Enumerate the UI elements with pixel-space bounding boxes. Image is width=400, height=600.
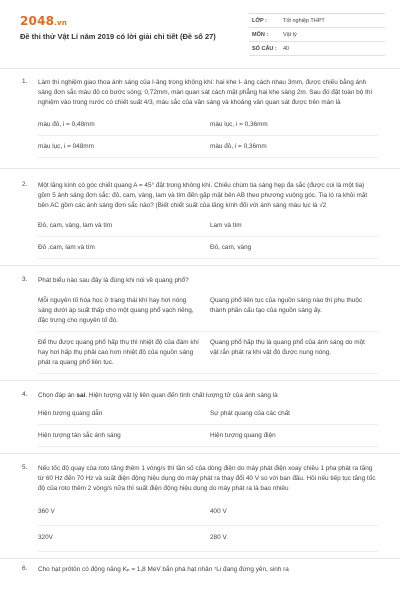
- question-number: 6.: [22, 565, 28, 572]
- question-text: Một lăng kính có góc chiết quang A = 45° đặt trong không khí. Chiếu chùm tia sáng hẹp đa sắc (được coi là một tia) gồm 5 ánh sáng đơn sắc: đỏ, cam, vàng, lam và tím đến gặp mặt bên AB theo phương vuông góc. Tia ló ra khỏi mặt bên AC gồm các ánh sáng đơn sắc nào? (Biết chiết suất của lăng kính đối với ánh sáng màu lục là √2: [38, 182, 368, 209]
- answer-options: [38, 403, 378, 447]
- question-divider: [0, 168, 400, 169]
- answer-option[interactable]: Đỏ, cam, vàng: [210, 237, 378, 259]
- header-divider: [0, 68, 400, 69]
- answer-options: [38, 290, 378, 374]
- answer-option[interactable]: 320V: [38, 526, 210, 552]
- question-1: [0, 78, 400, 158]
- meta-row-class: [249, 14, 385, 28]
- meta-value: 40: [283, 45, 290, 52]
- question-number: 3.: [22, 276, 28, 283]
- question-5: [0, 464, 400, 552]
- answer-option[interactable]: màu đỏ, i = 0,48mm: [38, 114, 210, 136]
- answer-option[interactable]: màu lục, i = 0,36mm: [210, 114, 378, 136]
- question-list: [0, 78, 400, 575]
- question-4: [0, 391, 400, 447]
- question-text-prefix: Chọn đáp án: [38, 392, 77, 399]
- meta-value: Vật lý: [283, 31, 297, 38]
- answer-option[interactable]: màu lục, i = 048mm: [38, 136, 210, 158]
- question-text: Cho hạt prôtôn có động năng Kₚ = 1,8 MeV bắn phá hạt nhân ⁷Li đang đứng yên, sinh ra: [38, 566, 289, 573]
- meta-row-count: [249, 42, 385, 56]
- answer-option[interactable]: 400 V: [210, 500, 378, 526]
- answer-option[interactable]: Quang phổ hấp thụ là quang phổ của ánh sáng do một vật rắn phát ra khi vật đó được nung nóng.: [210, 332, 378, 374]
- answer-option[interactable]: Lam và tím: [210, 215, 378, 237]
- question-number: 5.: [22, 464, 28, 471]
- answer-option[interactable]: Quang phổ liên tục của nguồn sáng nào thì phụ thuộc thành phần cấu tạo của nguồn sáng ấy.: [210, 290, 378, 332]
- site-logo[interactable]: [20, 14, 67, 28]
- page-header: [0, 0, 400, 62]
- logo-main: 2048: [20, 14, 55, 28]
- answer-options: [38, 114, 378, 158]
- answer-option[interactable]: 360 V: [38, 500, 210, 526]
- question-divider: [0, 453, 400, 454]
- meta-key: LỚP :: [252, 17, 267, 24]
- question-2: [0, 181, 400, 259]
- answer-option[interactable]: Hiện tượng tán sắc ánh sáng: [38, 425, 210, 447]
- question-text: Nếu tốc độ quay của roto tăng thêm 1 vòng/s thì tần số của dòng điện do máy phát điện xoay chiều 1 pha phát ra tăng từ 60 Hz đến 70 Hz và suất điện động hiệu dụng do máy phát ra thay đổi 40 V so với ban đầu. Hỏi nếu tiếp tục tăng tốc độ của roto thêm 2 vòng/s nữa thì suất điện động hiệu dụng do máy phát ra là bao nhiêu: [38, 465, 376, 492]
- answer-option[interactable]: Để thu được quang phổ hấp thụ thì nhiệt độ của đám khí hay hơi hấp thụ phải cao hơn nhiệt độ của nguồn sáng phát ra quang phổ liên tục.: [38, 332, 210, 374]
- question-text: Làm thí nghiệm giao thoa ánh sáng của I-âng trong không khí: hai khe I- âng cách nhau 3mm, được chiếu bằng ánh sáng đơn sắc màu đỏ có bước sóng; 0,72mm, màn quan sát cách mặt phẳng hai khe sáng 2m. Sau đó đặt toàn bộ thí nghiệm vào trong nước có chiết suất 4/3, màu sắc của vân sáng và khoảng vân quan sát được trên màn là: [38, 79, 373, 106]
- question-text-suffix: . Hiện tượng vật lý liên quan đến tính chất lượng tử của ánh sáng là: [85, 392, 278, 399]
- answer-option[interactable]: Mỗi nguyên tố hóa học ở trạng thái khí hay hơi nóng sáng dưới áp suất thấp cho một quang phổ vạch riêng, đặc trưng cho nguyên tố đó.: [38, 290, 210, 332]
- answer-options: [38, 215, 378, 259]
- answer-options: [38, 500, 378, 552]
- question-number: 1.: [22, 78, 28, 85]
- exam-meta-table: [249, 13, 385, 56]
- document-title: Đề thi thử Vật Lí năm 2019 có lời giải chi tiết (Đề số 27): [20, 32, 216, 41]
- meta-key: MÔN :: [252, 31, 269, 38]
- answer-option[interactable]: màu đỏ, i = 0,36mm: [210, 136, 378, 158]
- question-text-emphasis: sai: [76, 392, 86, 399]
- question-3: [0, 276, 400, 374]
- question-divider: [0, 558, 400, 559]
- meta-key: SỐ CÂU :: [252, 45, 277, 52]
- logo-suffix: .vn: [54, 19, 68, 27]
- question-6: [0, 565, 400, 575]
- answer-option[interactable]: Đỏ ,cam, lam và tím: [38, 237, 210, 259]
- question-number: 2.: [22, 181, 28, 188]
- answer-option[interactable]: 280 V: [210, 526, 378, 552]
- question-divider: [0, 380, 400, 381]
- answer-option[interactable]: Sự phát quang của các chất: [210, 403, 378, 425]
- question-number: 4.: [22, 391, 28, 398]
- question-text: Phát biểu nào sau đây là đúng khi nói về quang phổ?: [38, 277, 189, 284]
- answer-option[interactable]: Hiện tượng quang dẫn: [38, 403, 210, 425]
- question-text: [38, 391, 378, 401]
- meta-value: Tốt nghiệp THPT: [283, 17, 325, 24]
- answer-option[interactable]: Hiện tượng quang điện: [210, 425, 378, 447]
- question-divider: [0, 265, 400, 266]
- answer-option[interactable]: Đỏ, cam, vàng, lam và tím: [38, 215, 210, 237]
- meta-row-subject: [249, 28, 385, 42]
